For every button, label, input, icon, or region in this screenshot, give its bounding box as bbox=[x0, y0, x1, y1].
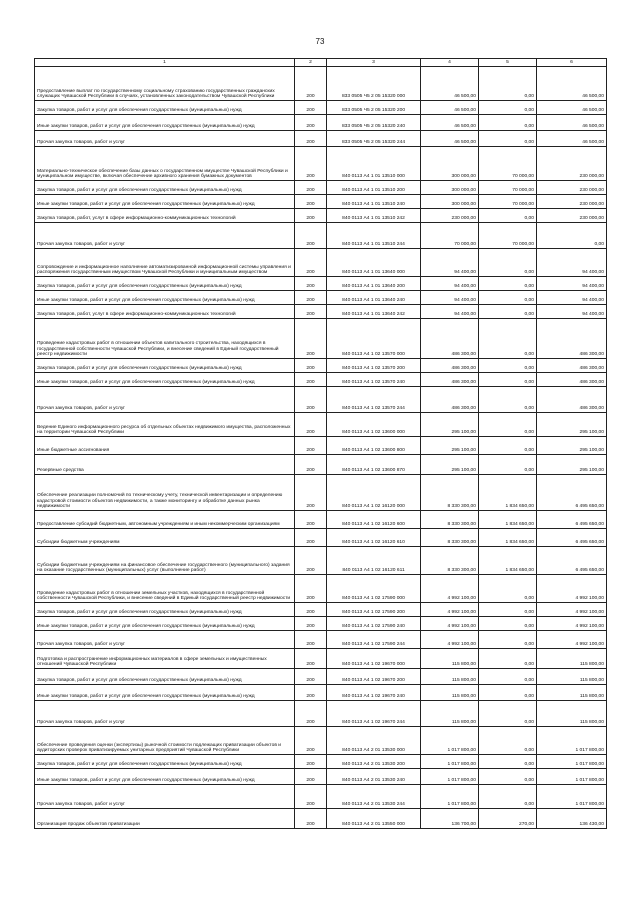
row-name-cell: Субсидии бюджетным учреждениям bbox=[35, 529, 295, 547]
row-classification-cell: 840 0113 А4 1 02 16120 600 bbox=[327, 511, 421, 529]
row-change-cell: 0,00 bbox=[479, 101, 537, 115]
row-code-cell: 200 bbox=[295, 67, 327, 101]
row-code-cell: 200 bbox=[295, 437, 327, 455]
row-amount-cell: 115 800,00 bbox=[421, 669, 479, 685]
column-header: 4 bbox=[421, 59, 479, 67]
row-amount-cell: 1 017 800,00 bbox=[421, 727, 479, 755]
table-row bbox=[35, 685, 607, 701]
row-name-cell: Подготовка и распространение информационных материалов в сфере земельных и имущественных отношений Чувашской Республики bbox=[35, 649, 295, 669]
row-name-cell: Прочая закупка товаров, работ и услуг bbox=[35, 701, 295, 727]
row-code-cell: 200 bbox=[295, 727, 327, 755]
row-classification-cell: 840 0113 А4 1 01 13640 240 bbox=[327, 291, 421, 305]
row-total-cell: 1 017 800,00 bbox=[537, 769, 607, 785]
table-row bbox=[35, 755, 607, 769]
row-code-cell: 200 bbox=[295, 181, 327, 195]
row-name-cell: Прочая закупка товаров, работ и услуг bbox=[35, 131, 295, 147]
row-code-cell: 200 bbox=[295, 373, 327, 387]
row-code-cell: 200 bbox=[295, 131, 327, 147]
row-change-cell: 270,00 bbox=[479, 809, 537, 829]
row-classification-cell: 840 0113 А4 1 02 16120 610 bbox=[327, 529, 421, 547]
row-name-cell: Резервные средства bbox=[35, 455, 295, 475]
row-name-cell: Иные бюджетные ассигнования bbox=[35, 437, 295, 455]
row-name-cell: Иные закупки товаров, работ и услуг для обеспечения государственных (муниципальных) нужд bbox=[35, 195, 295, 209]
table-row bbox=[35, 631, 607, 649]
row-name-cell: Прочая закупка товаров, работ и услуг bbox=[35, 223, 295, 249]
row-code-cell: 200 bbox=[295, 319, 327, 359]
row-code-cell: 200 bbox=[295, 809, 327, 829]
row-amount-cell: 1 017 800,00 bbox=[421, 769, 479, 785]
table-row bbox=[35, 223, 607, 249]
table-row bbox=[35, 319, 607, 359]
row-code-cell: 200 bbox=[295, 617, 327, 631]
row-change-cell: 0,00 bbox=[479, 291, 537, 305]
table-row bbox=[35, 455, 607, 475]
row-classification-cell: 840 0113 А4 1 02 13600 870 bbox=[327, 455, 421, 475]
row-name-cell: Закупка товаров, работ и услуг для обеспечения государственных (муниципальных) нужд bbox=[35, 755, 295, 769]
row-amount-cell: 486 300,00 bbox=[421, 359, 479, 373]
row-code-cell: 200 bbox=[295, 101, 327, 115]
row-change-cell: 1 834 650,00 bbox=[479, 511, 537, 529]
row-amount-cell: 8 330 300,00 bbox=[421, 547, 479, 575]
row-classification-cell: 840 0113 А4 1 02 19670 244 bbox=[327, 701, 421, 727]
row-classification-cell: 840 0113 А4 1 02 17590 200 bbox=[327, 603, 421, 617]
row-amount-cell: 94 400,00 bbox=[421, 277, 479, 291]
row-total-cell: 486 300,00 bbox=[537, 359, 607, 373]
row-change-cell: 1 834 650,00 bbox=[479, 475, 537, 511]
row-amount-cell: 4 992 100,00 bbox=[421, 617, 479, 631]
row-amount-cell: 70 000,00 bbox=[421, 223, 479, 249]
table-row bbox=[35, 769, 607, 785]
row-amount-cell: 295 100,00 bbox=[421, 413, 479, 437]
row-classification-cell: 840 0113 А4 2 01 13550 000 bbox=[327, 809, 421, 829]
row-change-cell: 0,00 bbox=[479, 115, 537, 131]
row-amount-cell: 8 330 300,00 bbox=[421, 511, 479, 529]
row-total-cell: 4 992 100,00 bbox=[537, 631, 607, 649]
row-total-cell: 94 400,00 bbox=[537, 249, 607, 277]
table-row bbox=[35, 617, 607, 631]
row-classification-cell: 840 0113 А4 2 01 13530 240 bbox=[327, 769, 421, 785]
row-name-cell: Обеспечение проведения оценки (экспертизы) рыночной стоимости подлежащих приватизации объектов и аудиторских проверок приватизируемых унитарных предприятий Чувашской Республики bbox=[35, 727, 295, 755]
row-code-cell: 200 bbox=[295, 511, 327, 529]
row-total-cell: 115 800,00 bbox=[537, 685, 607, 701]
row-name-cell: Закупка товаров, работ и услуг для обеспечения государственных (муниципальных) нужд bbox=[35, 277, 295, 291]
row-change-cell: 70 000,00 bbox=[479, 147, 537, 181]
row-change-cell: 0,00 bbox=[479, 131, 537, 147]
table-row bbox=[35, 291, 607, 305]
table-row bbox=[35, 115, 607, 131]
row-change-cell: 1 834 650,00 bbox=[479, 547, 537, 575]
row-total-cell: 0,00 bbox=[537, 223, 607, 249]
table-row bbox=[35, 785, 607, 809]
row-total-cell: 136 430,00 bbox=[537, 809, 607, 829]
table-row bbox=[35, 67, 607, 101]
row-classification-cell: 840 0113 А4 1 02 13570 240 bbox=[327, 373, 421, 387]
row-amount-cell: 115 800,00 bbox=[421, 701, 479, 727]
row-name-cell: Иные закупки товаров, работ и услуг для обеспечения государственных (муниципальных) нужд bbox=[35, 685, 295, 701]
row-amount-cell: 300 000,00 bbox=[421, 181, 479, 195]
row-code-cell: 200 bbox=[295, 769, 327, 785]
row-code-cell: 200 bbox=[295, 669, 327, 685]
row-name-cell: Закупка товаров, работ и услуг для обеспечения государственных (муниципальных) нужд bbox=[35, 603, 295, 617]
row-code-cell: 200 bbox=[295, 387, 327, 413]
row-classification-cell: 833 0505 Ч5 2 05 15320 000 bbox=[327, 67, 421, 101]
row-change-cell: 70 000,00 bbox=[479, 223, 537, 249]
row-amount-cell: 4 992 100,00 bbox=[421, 603, 479, 617]
row-total-cell: 115 800,00 bbox=[537, 669, 607, 685]
row-total-cell: 94 400,00 bbox=[537, 305, 607, 319]
row-classification-cell: 840 0113 А4 1 02 16120 000 bbox=[327, 475, 421, 511]
table-row bbox=[35, 249, 607, 277]
row-classification-cell: 840 0113 А4 1 02 19670 200 bbox=[327, 669, 421, 685]
row-classification-cell: 840 0113 А4 1 02 13600 800 bbox=[327, 437, 421, 455]
row-change-cell: 0,00 bbox=[479, 603, 537, 617]
row-code-cell: 200 bbox=[295, 209, 327, 223]
row-total-cell: 486 300,00 bbox=[537, 319, 607, 359]
table-row bbox=[35, 277, 607, 291]
row-code-cell: 200 bbox=[295, 649, 327, 669]
row-classification-cell: 840 0113 А4 1 02 13600 000 bbox=[327, 413, 421, 437]
row-amount-cell: 486 300,00 bbox=[421, 319, 479, 359]
table-row bbox=[35, 475, 607, 511]
table-row bbox=[35, 131, 607, 147]
row-name-cell: Прочая закупка товаров, работ и услуг bbox=[35, 387, 295, 413]
row-classification-cell: 840 0113 А4 1 02 13570 000 bbox=[327, 319, 421, 359]
row-name-cell: Предоставление выплат по государственному социальному страхованию государственных гражданских служащих Чувашской Республики в случаях, установленных законодательством Чувашской Республики bbox=[35, 67, 295, 101]
row-amount-cell: 300 000,00 bbox=[421, 147, 479, 181]
row-amount-cell: 94 400,00 bbox=[421, 291, 479, 305]
row-classification-cell: 833 0505 Ч5 2 05 15320 200 bbox=[327, 101, 421, 115]
column-header: 3 bbox=[327, 59, 421, 67]
row-total-cell: 94 400,00 bbox=[537, 291, 607, 305]
table-row bbox=[35, 359, 607, 373]
row-classification-cell: 840 0113 А4 1 02 17590 244 bbox=[327, 631, 421, 649]
row-code-cell: 200 bbox=[295, 575, 327, 603]
row-classification-cell: 840 0113 А4 1 01 13510 240 bbox=[327, 195, 421, 209]
row-classification-cell: 840 0113 А4 1 02 16120 611 bbox=[327, 547, 421, 575]
row-name-cell: Иные закупки товаров, работ и услуг для обеспечения государственных (муниципальных) нужд bbox=[35, 373, 295, 387]
row-change-cell: 0,00 bbox=[479, 249, 537, 277]
table-row bbox=[35, 701, 607, 727]
table-row bbox=[35, 195, 607, 209]
page-number: 73 bbox=[315, 37, 325, 46]
table-row bbox=[35, 209, 607, 223]
table-row bbox=[35, 809, 607, 829]
row-change-cell: 0,00 bbox=[479, 437, 537, 455]
row-amount-cell: 230 000,00 bbox=[421, 209, 479, 223]
row-amount-cell: 46 500,00 bbox=[421, 115, 479, 131]
column-header: 5 bbox=[479, 59, 537, 67]
table-row bbox=[35, 147, 607, 181]
row-total-cell: 230 000,00 bbox=[537, 181, 607, 195]
row-classification-cell: 840 0113 А4 1 02 19670 000 bbox=[327, 649, 421, 669]
row-name-cell: Иные закупки товаров, работ и услуг для обеспечения государственных (муниципальных) нужд bbox=[35, 617, 295, 631]
row-code-cell: 200 bbox=[295, 685, 327, 701]
table-row bbox=[35, 387, 607, 413]
row-change-cell: 0,00 bbox=[479, 455, 537, 475]
row-code-cell: 200 bbox=[295, 249, 327, 277]
row-total-cell: 94 400,00 bbox=[537, 277, 607, 291]
row-total-cell: 46 500,00 bbox=[537, 115, 607, 131]
row-code-cell: 200 bbox=[295, 547, 327, 575]
row-change-cell: 0,00 bbox=[479, 785, 537, 809]
row-amount-cell: 486 300,00 bbox=[421, 373, 479, 387]
row-total-cell: 295 100,00 bbox=[537, 455, 607, 475]
row-code-cell: 200 bbox=[295, 701, 327, 727]
row-change-cell: 1 834 650,00 bbox=[479, 529, 537, 547]
row-total-cell: 46 500,00 bbox=[537, 101, 607, 115]
row-amount-cell: 300 000,00 bbox=[421, 195, 479, 209]
row-amount-cell: 46 500,00 bbox=[421, 101, 479, 115]
row-amount-cell: 94 400,00 bbox=[421, 305, 479, 319]
row-change-cell: 0,00 bbox=[479, 359, 537, 373]
row-name-cell: Прочая закупка товаров, работ и услуг bbox=[35, 785, 295, 809]
row-amount-cell: 8 330 300,00 bbox=[421, 529, 479, 547]
row-code-cell: 200 bbox=[295, 305, 327, 319]
row-name-cell: Материально-техническое обеспечение базы данных о государственном имуществе Чувашской Республики и муниципальном имуществе, включая обеспечение архивного хранения бумажных документов bbox=[35, 147, 295, 181]
row-code-cell: 200 bbox=[295, 223, 327, 249]
row-change-cell: 0,00 bbox=[479, 701, 537, 727]
table-row bbox=[35, 305, 607, 319]
row-change-cell: 0,00 bbox=[479, 413, 537, 437]
row-change-cell: 0,00 bbox=[479, 209, 537, 223]
row-change-cell: 70 000,00 bbox=[479, 181, 537, 195]
row-amount-cell: 486 300,00 bbox=[421, 387, 479, 413]
row-change-cell: 70 000,00 bbox=[479, 195, 537, 209]
row-change-cell: 0,00 bbox=[479, 305, 537, 319]
row-code-cell: 200 bbox=[295, 291, 327, 305]
row-change-cell: 0,00 bbox=[479, 685, 537, 701]
row-amount-cell: 46 500,00 bbox=[421, 131, 479, 147]
row-change-cell: 0,00 bbox=[479, 319, 537, 359]
row-total-cell: 4 992 100,00 bbox=[537, 575, 607, 603]
row-name-cell: Обеспечение реализации полномочий по техническому учету, технической инвентаризации и определению кадастровой стоимости объектов недвижимости, а также мониторингу и обработке данных рынка недвижимости bbox=[35, 475, 295, 511]
row-name-cell: Закупка товаров, работ и услуг для обеспечения государственных (муниципальных) нужд bbox=[35, 359, 295, 373]
row-change-cell: 0,00 bbox=[479, 277, 537, 291]
row-name-cell: Иные закупки товаров, работ и услуг для обеспечения государственных (муниципальных) нужд bbox=[35, 291, 295, 305]
row-change-cell: 0,00 bbox=[479, 727, 537, 755]
table-row bbox=[35, 181, 607, 195]
table-row bbox=[35, 511, 607, 529]
table-row bbox=[35, 413, 607, 437]
row-name-cell: Иные закупки товаров, работ и услуг для обеспечения государственных (муниципальных) нужд bbox=[35, 115, 295, 131]
row-total-cell: 6 495 650,00 bbox=[537, 475, 607, 511]
row-total-cell: 230 000,00 bbox=[537, 195, 607, 209]
column-header: 6 bbox=[537, 59, 607, 67]
row-name-cell: Прочая закупка товаров, работ и услуг bbox=[35, 631, 295, 649]
row-code-cell: 200 bbox=[295, 785, 327, 809]
row-code-cell: 200 bbox=[295, 277, 327, 291]
table-row bbox=[35, 437, 607, 455]
row-name-cell: Ведение Единого информационного ресурса об отдельных объектах недвижимого имущества, расположенных на территории Чувашской Республики bbox=[35, 413, 295, 437]
row-code-cell: 200 bbox=[295, 603, 327, 617]
row-amount-cell: 1 017 800,00 bbox=[421, 785, 479, 809]
row-name-cell: Проведение кадастровых работ в отношении объектов капитального строительства, находящихся в государственной собственности Чувашской Республики, и внесение сведений в Единый государственный реестр недвижимости bbox=[35, 319, 295, 359]
row-amount-cell: 4 992 100,00 bbox=[421, 631, 479, 649]
row-total-cell: 230 000,00 bbox=[537, 147, 607, 181]
row-total-cell: 1 017 800,00 bbox=[537, 727, 607, 755]
row-total-cell: 295 100,00 bbox=[537, 437, 607, 455]
row-change-cell: 0,00 bbox=[479, 67, 537, 101]
row-name-cell: Закупка товаров, работ и услуг для обеспечения государственных (муниципальных) нужд bbox=[35, 181, 295, 195]
row-classification-cell: 840 0113 А4 1 02 17590 240 bbox=[327, 617, 421, 631]
row-classification-cell: 840 0113 А4 1 01 13640 200 bbox=[327, 277, 421, 291]
row-name-cell: Закупка товаров, работ и услуг для обеспечения государственных (муниципальных) нужд bbox=[35, 669, 295, 685]
row-name-cell: Иные закупки товаров, работ и услуг для обеспечения государственных (муниципальных) нужд bbox=[35, 769, 295, 785]
row-total-cell: 46 500,00 bbox=[537, 131, 607, 147]
row-code-cell: 200 bbox=[295, 455, 327, 475]
row-total-cell: 4 992 100,00 bbox=[537, 617, 607, 631]
row-name-cell: Сопровождение и информационное наполнение автоматизированной информационной системы управления и распоряжения государственным имуществом Чувашской Республики и муниципальным имуществом bbox=[35, 249, 295, 277]
row-name-cell: Закупка товаров, работ, услуг в сфере информационно-коммуникационных технологий bbox=[35, 305, 295, 319]
row-code-cell: 200 bbox=[295, 115, 327, 131]
row-total-cell: 1 017 800,00 bbox=[537, 755, 607, 769]
row-classification-cell: 833 0505 Ч5 2 05 15320 240 bbox=[327, 115, 421, 131]
row-change-cell: 0,00 bbox=[479, 631, 537, 649]
row-total-cell: 4 992 100,00 bbox=[537, 603, 607, 617]
row-name-cell: Проведение кадастровых работ в отношении земельных участков, находящихся в государственной собственности Чувашской Республики, и внесение сведений в Единый государственный реестр недвижимости bbox=[35, 575, 295, 603]
row-name-cell: Закупка товаров, работ, услуг в сфере информационно-коммуникационных технологий bbox=[35, 209, 295, 223]
row-code-cell: 200 bbox=[295, 755, 327, 769]
row-amount-cell: 295 100,00 bbox=[421, 437, 479, 455]
row-amount-cell: 136 700,00 bbox=[421, 809, 479, 829]
row-classification-cell: 840 0113 А4 1 01 13510 244 bbox=[327, 223, 421, 249]
table-header-row bbox=[35, 59, 607, 67]
row-amount-cell: 4 992 100,00 bbox=[421, 575, 479, 603]
row-classification-cell: 840 0113 А4 1 02 17590 000 bbox=[327, 575, 421, 603]
row-code-cell: 200 bbox=[295, 147, 327, 181]
row-change-cell: 0,00 bbox=[479, 755, 537, 769]
table-row bbox=[35, 649, 607, 669]
table-row bbox=[35, 727, 607, 755]
table-row bbox=[35, 547, 607, 575]
row-classification-cell: 840 0113 А4 1 02 13570 244 bbox=[327, 387, 421, 413]
row-change-cell: 0,00 bbox=[479, 387, 537, 413]
row-code-cell: 200 bbox=[295, 195, 327, 209]
row-total-cell: 6 495 650,00 bbox=[537, 547, 607, 575]
row-classification-cell: 833 0505 Ч5 2 05 15320 244 bbox=[327, 131, 421, 147]
row-total-cell: 295 100,00 bbox=[537, 413, 607, 437]
row-amount-cell: 115 800,00 bbox=[421, 685, 479, 701]
row-amount-cell: 1 017 800,00 bbox=[421, 755, 479, 769]
row-classification-cell: 840 0113 А4 2 01 13530 244 bbox=[327, 785, 421, 809]
row-change-cell: 0,00 bbox=[479, 769, 537, 785]
row-classification-cell: 840 0113 А4 1 01 13510 200 bbox=[327, 181, 421, 195]
row-classification-cell: 840 0113 А4 1 01 13640 242 bbox=[327, 305, 421, 319]
row-amount-cell: 94 400,00 bbox=[421, 249, 479, 277]
row-name-cell: Закупка товаров, работ и услуг для обеспечения государственных (муниципальных) нужд bbox=[35, 101, 295, 115]
row-code-cell: 200 bbox=[295, 631, 327, 649]
row-total-cell: 230 000,00 bbox=[537, 209, 607, 223]
row-classification-cell: 840 0113 А4 2 01 13530 200 bbox=[327, 755, 421, 769]
budget-table bbox=[34, 58, 607, 829]
row-code-cell: 200 bbox=[295, 475, 327, 511]
row-code-cell: 200 bbox=[295, 359, 327, 373]
row-classification-cell: 840 0113 А4 1 01 13640 000 bbox=[327, 249, 421, 277]
row-amount-cell: 46 500,00 bbox=[421, 67, 479, 101]
row-change-cell: 0,00 bbox=[479, 669, 537, 685]
row-amount-cell: 115 800,00 bbox=[421, 649, 479, 669]
row-change-cell: 0,00 bbox=[479, 373, 537, 387]
column-header: 1 bbox=[35, 59, 295, 67]
column-header: 2 bbox=[295, 59, 327, 67]
row-classification-cell: 840 0113 А4 1 02 19670 240 bbox=[327, 685, 421, 701]
row-total-cell: 115 800,00 bbox=[537, 649, 607, 669]
row-amount-cell: 295 100,00 bbox=[421, 455, 479, 475]
row-total-cell: 486 300,00 bbox=[537, 373, 607, 387]
table-row bbox=[35, 603, 607, 617]
row-change-cell: 0,00 bbox=[479, 649, 537, 669]
table-row bbox=[35, 373, 607, 387]
row-code-cell: 200 bbox=[295, 413, 327, 437]
row-total-cell: 46 500,00 bbox=[537, 67, 607, 101]
row-name-cell: Организация продаж объектов приватизации bbox=[35, 809, 295, 829]
table-row bbox=[35, 575, 607, 603]
row-classification-cell: 840 0113 А4 1 02 13570 200 bbox=[327, 359, 421, 373]
row-name-cell: Субсидии бюджетным учреждениям на финансовое обеспечение государственного (муниципального) задания на оказание государственных (муниципальных) услуг (выполнение работ) bbox=[35, 547, 295, 575]
row-code-cell: 200 bbox=[295, 529, 327, 547]
row-change-cell: 0,00 bbox=[479, 575, 537, 603]
table-row bbox=[35, 669, 607, 685]
row-classification-cell: 840 0113 А4 1 01 13510 242 bbox=[327, 209, 421, 223]
row-total-cell: 486 300,00 bbox=[537, 387, 607, 413]
table-row bbox=[35, 529, 607, 547]
row-name-cell: Предоставление субсидий бюджетным, автономным учреждениям и иным некоммерческим организациям bbox=[35, 511, 295, 529]
row-total-cell: 6 495 650,00 bbox=[537, 529, 607, 547]
row-amount-cell: 8 330 300,00 bbox=[421, 475, 479, 511]
row-total-cell: 1 017 800,00 bbox=[537, 785, 607, 809]
row-total-cell: 6 495 650,00 bbox=[537, 511, 607, 529]
table-row bbox=[35, 101, 607, 115]
row-classification-cell: 840 0113 А4 1 01 13510 000 bbox=[327, 147, 421, 181]
row-change-cell: 0,00 bbox=[479, 617, 537, 631]
row-total-cell: 115 800,00 bbox=[537, 701, 607, 727]
row-classification-cell: 840 0113 А4 2 01 13530 000 bbox=[327, 727, 421, 755]
